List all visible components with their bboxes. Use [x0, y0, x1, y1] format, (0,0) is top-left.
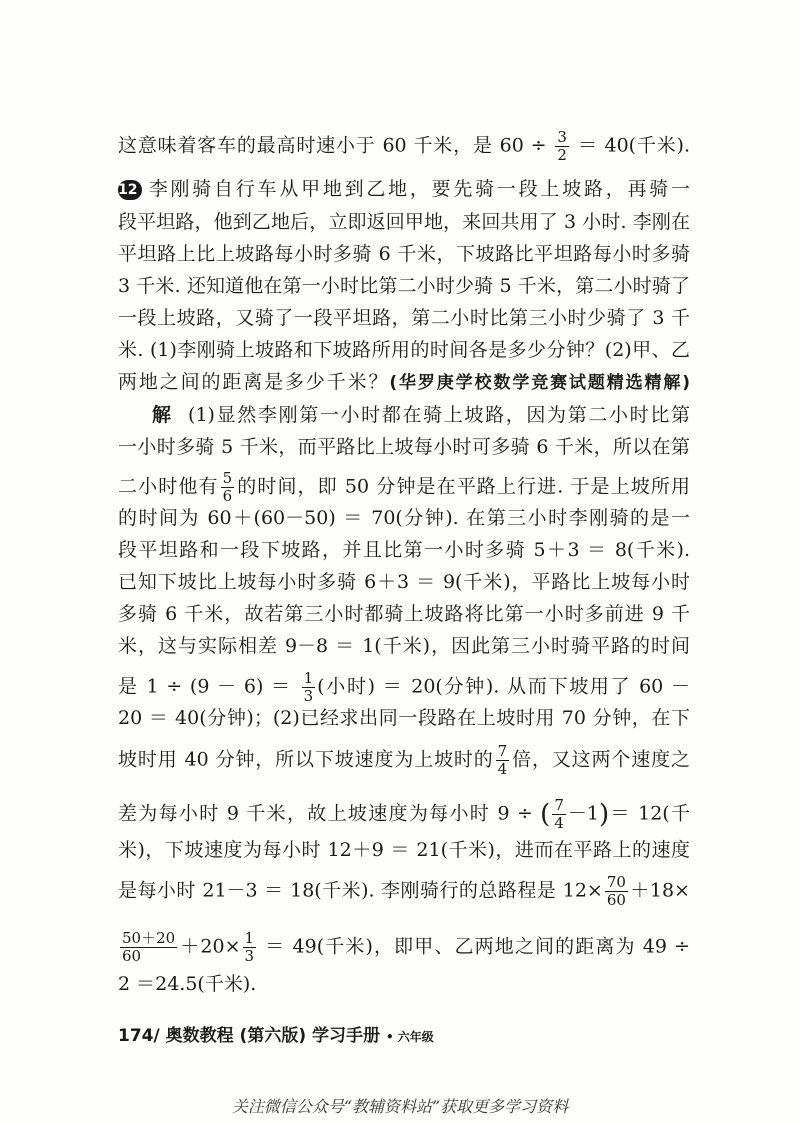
solution-line-4: 的时间为 60＋(60－50) ＝ 70(分钟). 在第三小时李刚骑的是一 — [118, 507, 690, 529]
problem-line-5: 一段上坡路，又骑了一段平坦路，第二小时比第三小时少骑了 3 千 — [118, 307, 690, 329]
solution-line-3: 二小时他有 $\frac{5}{6}$ 的时间，即 50 分钟是在平路上行进. 于是上坡所用 — [118, 469, 690, 505]
solution-line-5: 段平坦路和一段下坡路，并且比第一小时多骑 5＋3 ＝ 8(千米). — [118, 539, 690, 561]
watermark-text: 关注微信公众号“教辅资料站”获取更多学习资料 — [231, 1097, 569, 1116]
solution-line-8: 米，这与实际相差 9－8 ＝ 1(千米)，因此第三小时骑平路的时间 — [118, 635, 690, 657]
fraction: $\frac{50+20}{60}$ — [122, 929, 176, 965]
solution-line-13: 米)，下坡速度为每小时 12＋9 ＝ 21(千米)，进而在平路上的速度 — [118, 839, 690, 861]
problem-line-3: 平坦路上比上坡路每小时多骑 6 千米，下坡路比平坦路每小时多骑 — [118, 243, 690, 265]
problem-line-2: 段平坦路，他到乙地后，立即返回甲地，来回共用了 3 小时. 李刚在 — [118, 211, 690, 233]
problem-line-7: 两地之间的距离是多少千米？(华罗庚学校数学竞赛试题精选精解) — [118, 371, 690, 393]
solution-line-16: 2 ＝24.5(千米). — [118, 973, 257, 995]
solution-line-11: 坡时用 40 分钟，所以下坡速度为上坡时的 $\frac{7}{4}$ 倍，又这两个速度之 — [118, 742, 690, 778]
solution-line-14: 是每小时 21－3 ＝ 18(千米). 李刚骑行的总路程是 12× $\frac{70}{60}$ ＋18× — [118, 873, 690, 909]
problem-line-1: 12 李刚骑自行车从甲地到乙地，要先骑一段上坡路，再骑一 — [118, 178, 690, 200]
fraction: $\frac{5}{6}$ — [222, 469, 233, 505]
solution-line-9: 是 1 ÷ (9 － 6) ＝ $\frac{1}{3}$ (小时) ＝ 20(分钟). 从而下坡用了 60 － — [118, 669, 690, 705]
solution-line-12: 差为每小时 9 千米，故上坡速度为每小时 9 ÷ ( $\frac{7}{4}$ －1)＝ 12(千 — [118, 796, 691, 832]
fraction: $\frac{7}{4}$ — [497, 742, 508, 778]
solution-line-7: 多骑 6 千米，故若第三小时都骑上坡路将比第一小时多前进 9 千 — [118, 603, 690, 625]
page-footer — [118, 1024, 690, 1049]
solution-line-15: $\frac{50+20}{60}$ ＋20× $\frac{1}{3}$ ＝ 49(千米)，即甲、乙两地之间的距离为 49 ÷ — [122, 929, 690, 965]
fraction: $\frac{3}{2}$ — [557, 128, 567, 164]
grade-label: • 六年级 — [385, 1030, 434, 1044]
problem-number-badge: 12 — [118, 180, 142, 200]
fraction: $\frac{7}{4}$ — [554, 796, 564, 832]
solution-line-10: 20 ＝ 40(分钟)；(2)已经求出同一段路在上坡时用 70 分钟，在下 — [118, 707, 690, 729]
fraction: $\frac{1}{3}$ — [303, 669, 314, 705]
problem-line-4: 3 千米. 还知道他在第一小时比第二小时少骑 5 千米，第二小时骑了 — [118, 275, 690, 297]
solution-label: 解 — [152, 404, 173, 426]
fraction: $\frac{70}{60}$ — [606, 873, 626, 909]
source-citation: (华罗庚学校数学竞赛试题精选精解) — [389, 373, 690, 393]
page-number: 174 — [118, 1026, 154, 1046]
book-title: / 奥数教程 (第六版) 学习手册 — [153, 1026, 381, 1046]
solution-line-1: 解 (1)显然李刚第一小时都在骑上坡路，因为第二小时比第 — [152, 404, 690, 426]
solution-line-2: 一小时多骑 5 千米，而平路比上坡每小时可多骑 6 千米，所以在第 — [118, 436, 690, 458]
solution-line-6: 已知下坡比上坡每小时多骑 6＋3 ＝ 9(千米)，平路比上坡每小时 — [118, 571, 690, 593]
text-line-1: 这意味着客车的最高时速小于 60 千米，是 60 ÷ $\frac{3}{2}$ ＝ 40(千米). — [118, 128, 690, 164]
fraction: $\frac{1}{3}$ — [244, 929, 255, 965]
problem-line-6: 米. (1)李刚骑上坡路和下坡路所用的时间各是多少分钟？(2)甲、乙 — [118, 339, 690, 361]
